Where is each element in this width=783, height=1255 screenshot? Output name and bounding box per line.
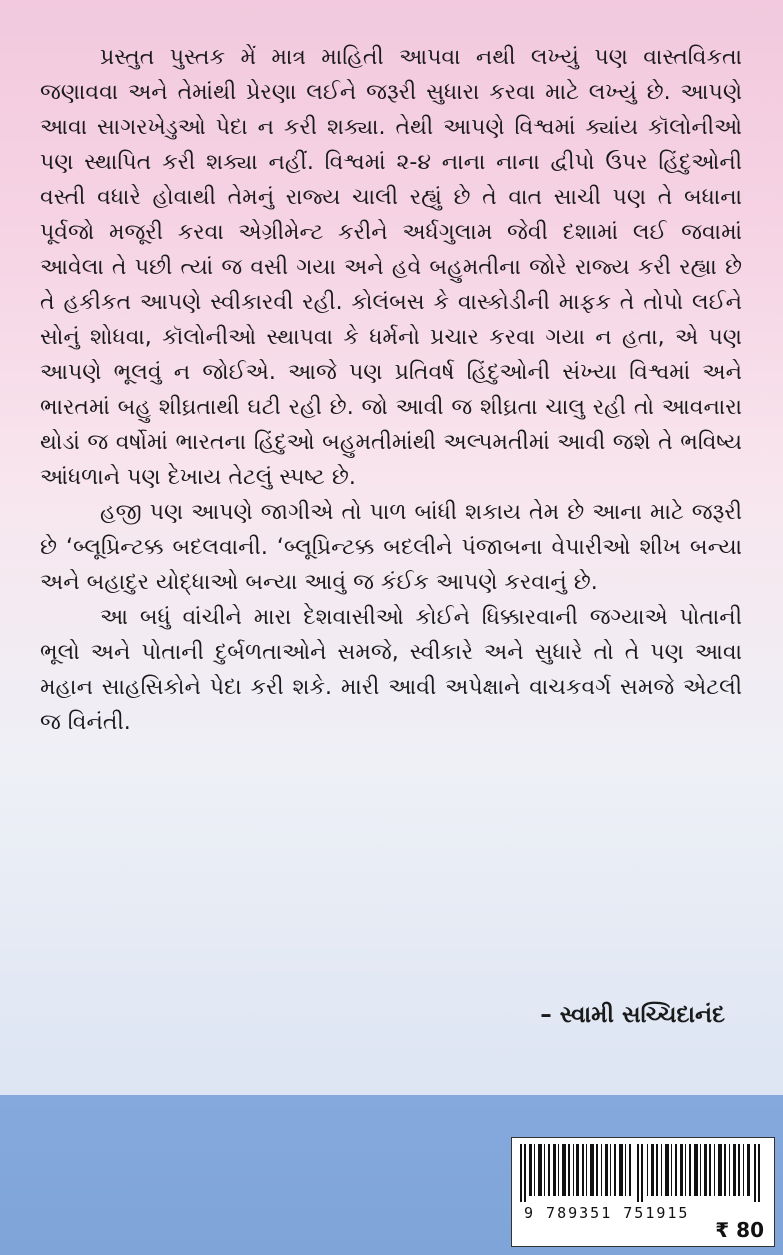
blurb-paragraph-3: આ બધું વાંચીને મારા દેશવાસીઓ કોઈને ધિક્કારવાની જગ્યાએ પોતાની ભૂલો અને પોતાની દુર્બળતાઓને સમજે, સ્વીકારે અને સુધારે તો તે પણ આવા મહાન સાહસિકોને પેદા કરી શકે. મારી આવી અપેક્ષાને વાચકવર્ગ સમજે એટલી જ વિનંતી. [40,605,742,735]
barcode-icon [520,1144,766,1202]
author-signature: – સ્વામી સચ્ચિદાનંદ [540,1002,725,1028]
isbn-number: 9 789351 751915 [524,1204,690,1222]
blurb-text [40,40,742,740]
barcode-box [511,1137,775,1247]
blurb-paragraph-2: હજી પણ આપણે જાગીએ તો પાળ બાંધી શકાય તેમ છે આના માટે જરૂરી છે ‘બ્લૂપ્રિન્ટક્ક બદલવાની. ‘બ્લૂપ્રિન્ટક્ક બદલીને પંજાબના વેપારીઓ શીખ બન્યા અને બહાદુર યોદ્ધાઓ બન્યા આવું જ કંઈક આપણે કરવાનું છે. [40,500,742,595]
blurb-paragraph-1: પ્રસ્તુત પુસ્તક મેં માત્ર માહિતી આપવા નથી લખ્યું પણ વાસ્તવિકતા જણાવવા અને તેમાંથી પ્રેરણા લઈને જરૂરી સુધારા કરવા માટે લખ્યું છે. આપણે આવા સાગરખેડુઓ પેદા ન કરી શક્યા. તેથી આપણે વિશ્વમાં ક્યાંય કૉલોનીઓ પણ સ્થાપિત કરી શક્યા નહીં. વિશ્વમાં ૨-૪ નાના નાના દ્વીપો ઉપર હિંદુઓની વસ્તી વધારે હોવાથી તેમનું રાજ્ય ચાલી રહ્યું છે તે વાત સાચી પણ તે બધાના પૂર્વજો મજૂરી કરવા એગ્રીમેન્ટ કરીને અર્ધગુલામ જેવી દશામાં લઈ જવામાં આવેલા તે પછી ત્યાં જ વસી ગયા અને હવે બહુમતીના જોરે રાજ્ય કરી રહ્યા છે તે હકીકત આપણે સ્વીકારવી રહી. કોલંબસ કે વાસ્કોડીની માફક તે તોપો લઈને સોનું શોધવા, કૉલોનીઓ સ્થાપવા કે ધર્મનો પ્રચાર કરવા ગયા ન હતા, એ પણ આપણે ભૂલવું ન જોઈએ. આજે પણ પ્રતિવર્ષ હિંદુઓની સંખ્યા વિશ્વમાં અને ભારતમાં બહુ શીઘ્રતાથી ઘટી રહી છે. જો આવી જ શીઘ્રતા ચાલુ રહી તો આવનારા થોડાં જ વર્ષોમાં ભારતના હિંદુઓ બહુમતીમાંથી અલ્પમતીમાં આવી જશે તે ભવિષ્ય આંધળાને પણ દેખાય તેટલું સ્પષ્ટ છે. [40,45,742,490]
price-label: ₹ 80 [715,1218,764,1242]
